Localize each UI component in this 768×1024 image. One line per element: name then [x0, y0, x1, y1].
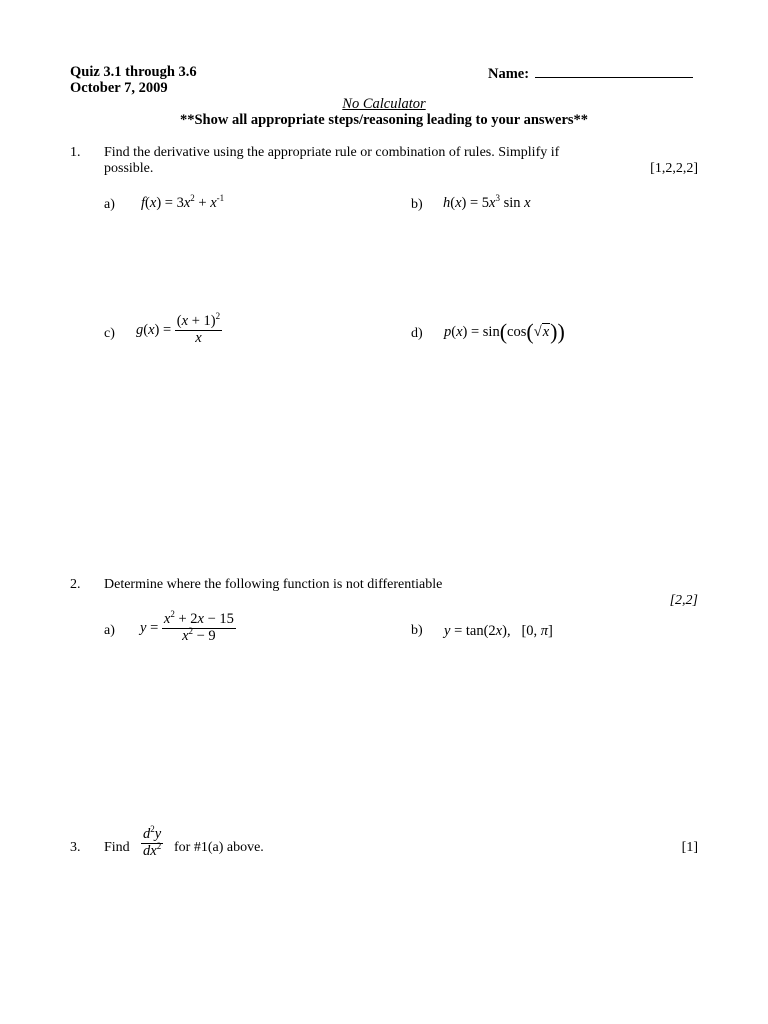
q2-number: 2. [70, 577, 81, 592]
q2a-label: a) [104, 623, 115, 638]
q1b-label: b) [411, 197, 423, 212]
q2b-expression: y = tan(2x), [0, π] [444, 623, 553, 639]
q1c-expression: g(x) = $\frac{(x + 1)^2}{x}$ [136, 311, 221, 346]
name-blank-line[interactable] [535, 64, 693, 78]
q1-prompt-line2: possible. [104, 161, 154, 176]
q1c-label: c) [104, 326, 115, 341]
q3-number: 3. [70, 840, 81, 855]
q1-prompt-line1: Find the derivative using the appropriate rule or combination of rules. Simplify if [104, 145, 560, 160]
q1a-label: a) [104, 197, 115, 212]
q3-second-derivative: $\frac{d^2y}{dx^2}$ [143, 824, 162, 859]
q3-points: [1] [681, 840, 698, 855]
q2a-expression: y = $\frac{x^2 + 2x - 15}{x^2 - 9}$ [140, 609, 234, 644]
quiz-title: Quiz 3.1 through 3.6 [70, 64, 197, 80]
q3-rest: for #1(a) above. [174, 840, 264, 855]
calculator-note: No Calculator [342, 96, 426, 112]
q1b-expression: $h(x) = 5x^3$ sin x [443, 193, 531, 211]
name-label: Name: [488, 66, 530, 82]
q1-number: 1. [70, 145, 81, 160]
quiz-date: October 7, 2009 [70, 80, 168, 96]
q2-prompt: Determine where the following function is not differentiable [104, 577, 443, 592]
q1a-expression: $f(x) = 3x^2 + x^{-1}$ [141, 193, 225, 211]
q1d-label: d) [411, 326, 423, 341]
q1-points: [1,2,2,2] [650, 161, 698, 176]
name-field[interactable] [488, 64, 693, 83]
q2b-label: b) [411, 623, 423, 638]
q2-points: [2,2] [669, 593, 698, 608]
instruction-line: **Show all appropriate steps/reasoning leading to your answers** [179, 112, 589, 128]
q3-find: Find [104, 840, 130, 855]
q1d-expression: p(x) = sin(cos(√x)) [444, 319, 565, 344]
